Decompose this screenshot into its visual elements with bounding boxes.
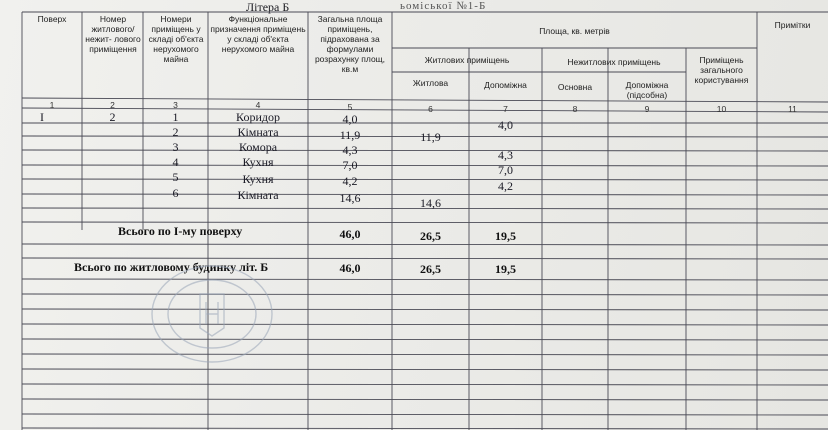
total-living-value: 26,5: [420, 262, 441, 276]
total-living-value: 26,5: [420, 229, 441, 243]
purpose-cell: Кімната: [237, 125, 279, 139]
col-nonres-group-header: Нежитлових приміщень: [567, 57, 661, 67]
col-aux-basement-header: Допоміжна (підсобна): [625, 80, 669, 100]
col-number: 3: [173, 100, 178, 110]
col-aux-header: Допоміжна: [484, 80, 527, 90]
room-cell: 4: [172, 155, 179, 169]
purpose-cell: Кухня: [242, 155, 274, 169]
total-area-value: 46,0: [339, 227, 361, 241]
total-label: Всього по I-му поверху: [118, 224, 243, 238]
floor-cell: I: [40, 110, 44, 124]
col-common-header: Приміщень загального користування: [694, 55, 749, 85]
col-number: 8: [572, 104, 578, 114]
official-stamp-icon: [140, 262, 290, 372]
total-cell: 11,9: [339, 128, 361, 142]
purpose-cell: Кухня: [242, 172, 274, 186]
aux-cell: 4,2: [498, 179, 513, 193]
litera-title: Літера Б: [246, 0, 290, 14]
col-area-group-header: Площа, кв. метрів: [539, 26, 610, 36]
col-number: 6: [428, 104, 433, 114]
total-area-value: 46,0: [339, 261, 361, 275]
col-number: 9: [644, 104, 650, 114]
col-floor-header: Поверх: [37, 14, 67, 24]
col-residential-group-header: Житлових приміщень: [424, 55, 510, 65]
col-number: 2: [110, 100, 115, 110]
col-number: 1: [49, 100, 55, 110]
col-number: 4: [255, 100, 261, 110]
aux-cell: 4,0: [498, 118, 513, 132]
col-residential-header: Житлова: [412, 78, 449, 88]
col-purpose-header: Функціональне призначення приміщень у складі об'єкта нерухомого майна: [210, 14, 306, 54]
col-number: 5: [347, 102, 353, 112]
room-cell: 2: [172, 125, 179, 139]
total-label: Всього по житловому будинку літ. Б: [74, 260, 269, 274]
col-notes-header: Примітки: [774, 20, 811, 30]
living-cell: 11,9: [420, 130, 441, 144]
col-number: 10: [716, 104, 727, 114]
col-room-header: Номери приміщень у складі об'єкта нерухомого майна: [148, 14, 204, 64]
col-apt-header: Номер житлового/ нежит- лового приміщення: [85, 14, 141, 54]
total-aux-value: 19,5: [495, 262, 516, 276]
total-cell: 4,3: [342, 143, 358, 157]
room-cell: 5: [172, 170, 179, 184]
col-number: 11: [788, 104, 797, 114]
address-fragment: ьоміської №1-Б: [400, 0, 487, 12]
room-cell: 3: [172, 140, 179, 154]
total-cell: 7,0: [342, 158, 358, 172]
purpose-cell: Коридор: [236, 110, 280, 124]
apt-cell: 2: [109, 110, 116, 124]
col-main-header: Основна: [557, 82, 593, 92]
total-cell: 14,6: [339, 191, 361, 205]
total-aux-value: 19,5: [495, 229, 516, 243]
col-total-area-header: Загальна площа приміщень, підрахована за формулами розрахунку площ, кв.м: [314, 14, 386, 74]
aux-cell: 4,3: [498, 148, 513, 162]
total-cell: 4,0: [342, 112, 358, 126]
col-number: 7: [503, 104, 508, 114]
total-cell: 4,2: [342, 174, 358, 188]
room-cell: 6: [172, 186, 179, 200]
living-cell: 14,6: [420, 196, 441, 210]
purpose-cell: Кімната: [237, 188, 279, 202]
aux-cell: 7,0: [498, 163, 513, 177]
purpose-cell: Комора: [238, 140, 278, 154]
room-cell: 1: [172, 110, 179, 124]
